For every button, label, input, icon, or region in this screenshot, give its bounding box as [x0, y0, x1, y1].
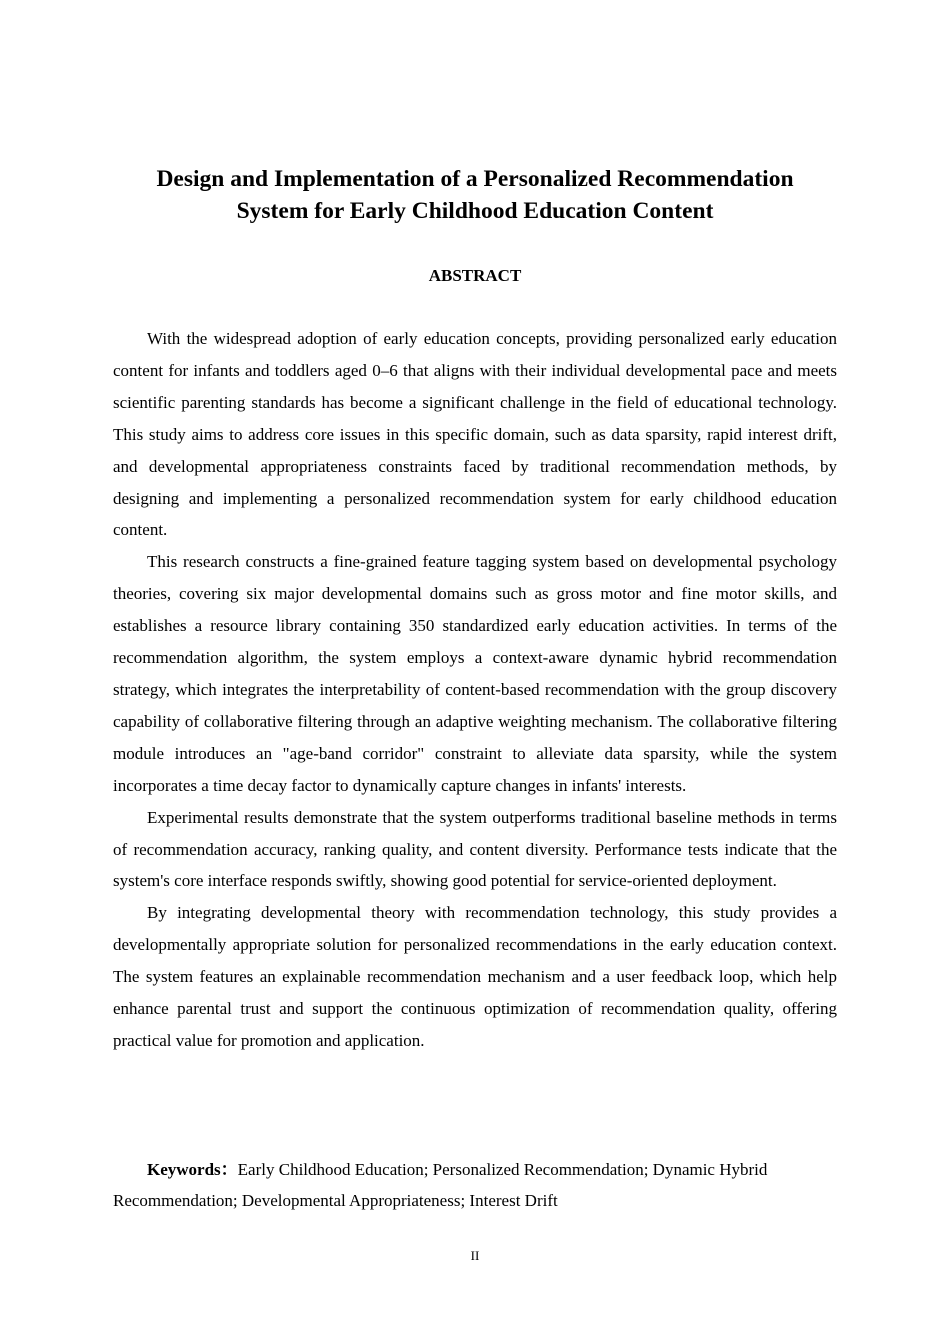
keywords-text: Early Childhood Education; Personalized Recommendation; Dynamic Hybrid Recommendation; Developmental Appropriateness; Interest Drift: [113, 1160, 768, 1210]
paper-title-line-1: Design and Implementation of a Personalized Recommendation: [156, 166, 794, 192]
abstract-paragraph-2: This research constructs a fine-grained feature tagging system based on developmental psychology theories, covering six major developmental domains such as gross motor and fine motor skills, and establishes a resource library containing 350 standardized early education activities. In terms of the recommendation algorithm, the system employs a context-aware dynamic hybrid recommendation strategy, which integrates the interpretability of content-based recommendation with the group discovery capability of collaborative filtering through an adaptive weighting mechanism. The collaborative filtering module introduces an "age-band corridor" constraint to alleviate data sparsity, while the system incorporates a time decay factor to dynamically capture changes in infants' interests.: [113, 552, 837, 795]
abstract-paragraph-1: With the widespread adoption of early education concepts, providing personalized early education content for infants and toddlers aged 0–6 that aligns with their individual developmental pace and meets scientific parenting standards has become a significant challenge in the field of educational technology. This study aims to address core issues in this specific domain, such as data sparsity, rapid interest drift, and developmental appropriateness constraints faced by traditional recommendation methods, by designing and implementing a personalized recommendation system for early childhood education content.: [113, 329, 837, 540]
abstract-paragraph-3: Experimental results demonstrate that the system outperforms traditional baseline methods in terms of recommendation accuracy, ranking quality, and content diversity. Performance tests indicate that the system's core interface responds swiftly, showing good potential for service-oriented deployment.: [113, 807, 837, 891]
keywords-label: Keywords：: [147, 1160, 238, 1179]
page-number: II: [470, 1248, 480, 1263]
paper-title: [95, 163, 855, 227]
paper-title-line-2: System for Early Childhood Education Content: [236, 198, 714, 224]
abstract-body: [113, 323, 837, 1057]
abstract-paragraph-4: By integrating developmental theory with recommendation technology, this study provides a developmentally appropriate solution for personalized recommendations in the early education context. The system features an explainable recommendation mechanism and a user feedback loop, which help enhance parental trust and support the continuous optimization of recommendation quality, offering practical value for promotion and application.: [113, 903, 837, 1050]
abstract-heading: ABSTRACT: [428, 266, 522, 285]
keywords: [113, 1154, 837, 1216]
